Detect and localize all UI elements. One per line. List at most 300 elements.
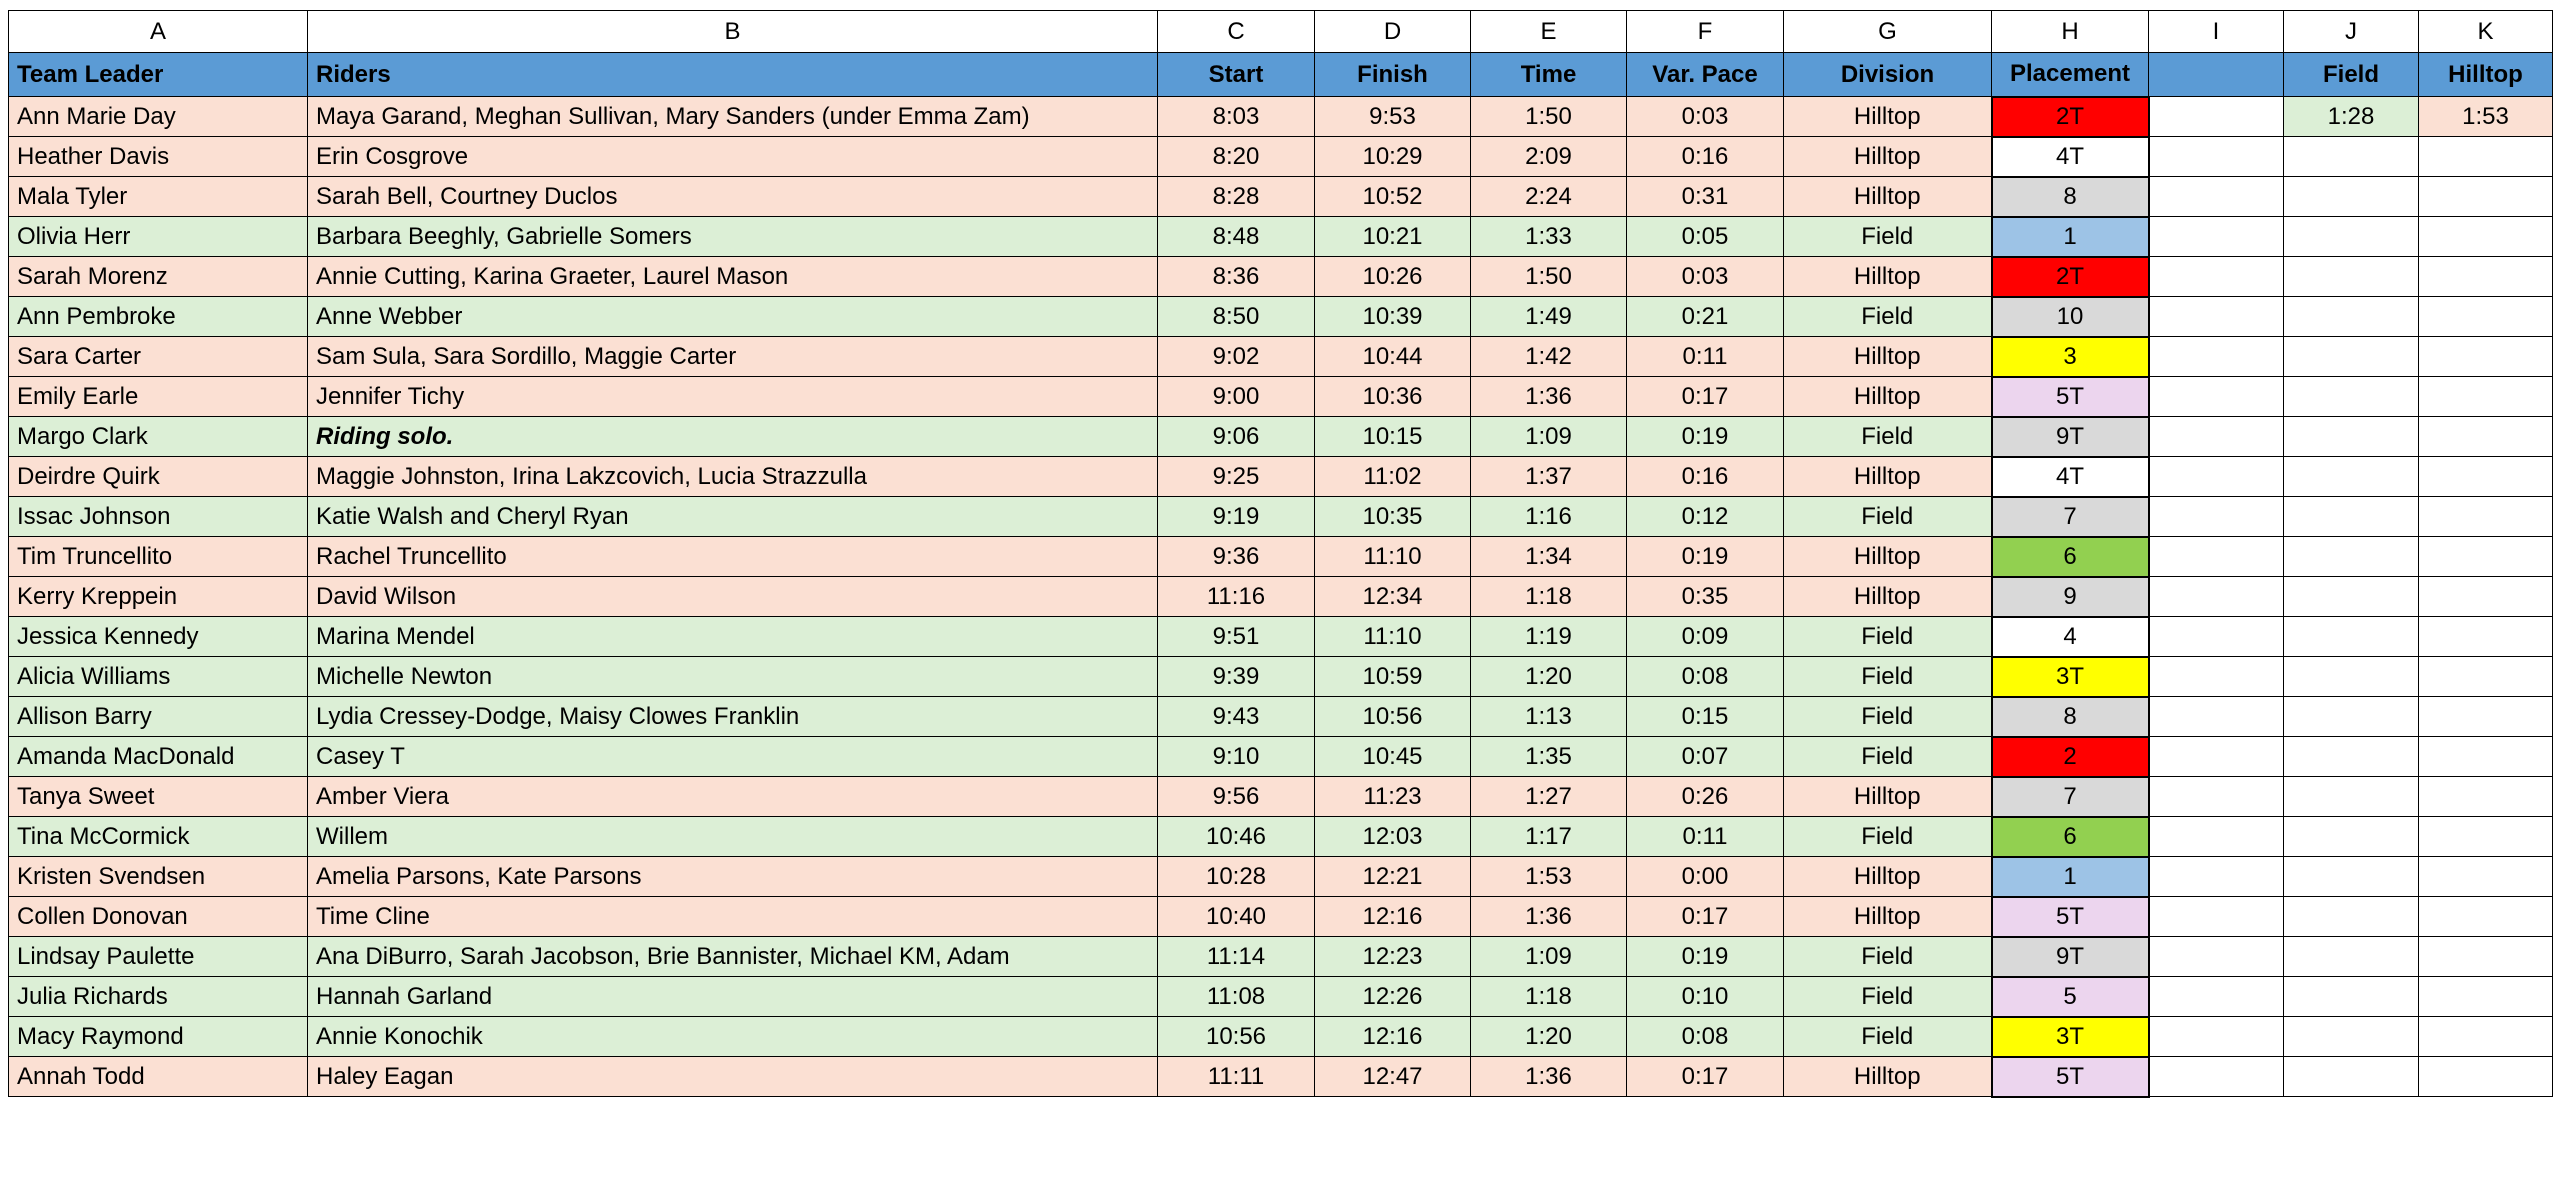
empty-cell[interactable]	[2149, 53, 2284, 97]
empty-cell[interactable]	[2284, 137, 2419, 177]
cell-finish[interactable]: 10:52	[1315, 177, 1471, 217]
cell-placement[interactable]: 2	[1992, 737, 2149, 777]
cell-start[interactable]: 9:06	[1158, 417, 1315, 457]
empty-cell[interactable]	[2284, 217, 2419, 257]
cell-division[interactable]: Field	[1784, 817, 1992, 857]
cell-var-pace[interactable]: 0:17	[1627, 897, 1784, 937]
cell-start[interactable]: 10:56	[1158, 1017, 1315, 1057]
empty-cell[interactable]	[2419, 897, 2553, 937]
empty-cell[interactable]	[2284, 297, 2419, 337]
cell-time[interactable]: 1:16	[1471, 497, 1627, 537]
cell-riders[interactable]: David Wilson	[308, 577, 1158, 617]
cell-placement[interactable]: 2T	[1992, 97, 2149, 137]
empty-cell[interactable]	[2419, 297, 2553, 337]
cell-time[interactable]: 1:49	[1471, 297, 1627, 337]
cell-division[interactable]: Field	[1784, 297, 1992, 337]
cell-start[interactable]: 11:14	[1158, 937, 1315, 977]
cell-team-leader[interactable]: Margo Clark	[9, 417, 308, 457]
cell-riders[interactable]: Haley Eagan	[308, 1057, 1158, 1097]
cell-var-pace[interactable]: 0:11	[1627, 817, 1784, 857]
cell-finish[interactable]: 11:10	[1315, 617, 1471, 657]
cell-division[interactable]: Field	[1784, 977, 1992, 1017]
empty-cell[interactable]	[2419, 257, 2553, 297]
empty-cell[interactable]	[2284, 257, 2419, 297]
cell-team-leader[interactable]: Collen Donovan	[9, 897, 308, 937]
cell-riders[interactable]: Amber Viera	[308, 777, 1158, 817]
empty-cell[interactable]	[2284, 1017, 2419, 1057]
cell-riders[interactable]: Lydia Cressey-Dodge, Maisy Clowes Franklin	[308, 697, 1158, 737]
cell-var-pace[interactable]: 0:21	[1627, 297, 1784, 337]
column-letter[interactable]: C	[1158, 11, 1315, 53]
empty-cell[interactable]	[2149, 217, 2284, 257]
empty-cell[interactable]	[2149, 537, 2284, 577]
header-var-pace[interactable]: Var. Pace	[1627, 53, 1784, 97]
cell-placement[interactable]: 6	[1992, 537, 2149, 577]
cell-placement[interactable]: 4T	[1992, 137, 2149, 177]
column-letter[interactable]: H	[1992, 11, 2149, 53]
cell-time[interactable]: 1:34	[1471, 537, 1627, 577]
empty-cell[interactable]	[2419, 417, 2553, 457]
cell-team-leader[interactable]: Kristen Svendsen	[9, 857, 308, 897]
cell-placement[interactable]: 10	[1992, 297, 2149, 337]
cell-team-leader[interactable]: Sarah Morenz	[9, 257, 308, 297]
cell-time[interactable]: 1:09	[1471, 937, 1627, 977]
cell-division[interactable]: Field	[1784, 417, 1992, 457]
cell-time[interactable]: 1:36	[1471, 897, 1627, 937]
cell-team-leader[interactable]: Ann Marie Day	[9, 97, 308, 137]
cell-riders[interactable]: Willem	[308, 817, 1158, 857]
cell-riders[interactable]: Barbara Beeghly, Gabrielle Somers	[308, 217, 1158, 257]
cell-finish[interactable]: 12:26	[1315, 977, 1471, 1017]
cell-time[interactable]: 1:42	[1471, 337, 1627, 377]
empty-cell[interactable]	[2149, 137, 2284, 177]
empty-cell[interactable]	[2419, 137, 2553, 177]
cell-var-pace[interactable]: 0:11	[1627, 337, 1784, 377]
empty-cell[interactable]	[2149, 737, 2284, 777]
empty-cell[interactable]	[2284, 617, 2419, 657]
column-letter[interactable]: B	[308, 11, 1158, 53]
column-letter[interactable]: A	[9, 11, 308, 53]
empty-cell[interactable]	[2419, 177, 2553, 217]
empty-cell[interactable]	[2284, 777, 2419, 817]
cell-placement[interactable]: 4	[1992, 617, 2149, 657]
cell-team-leader[interactable]: Amanda MacDonald	[9, 737, 308, 777]
empty-cell[interactable]	[2149, 497, 2284, 537]
cell-time[interactable]: 1:53	[1471, 857, 1627, 897]
cell-division[interactable]: Field	[1784, 497, 1992, 537]
cell-division[interactable]: Hilltop	[1784, 1057, 1992, 1097]
cell-division[interactable]: Hilltop	[1784, 97, 1992, 137]
cell-var-pace[interactable]: 0:16	[1627, 137, 1784, 177]
empty-cell[interactable]	[2284, 177, 2419, 217]
cell-riders[interactable]: Hannah Garland	[308, 977, 1158, 1017]
cell-division[interactable]: Hilltop	[1784, 577, 1992, 617]
cell-division[interactable]: Field	[1784, 937, 1992, 977]
cell-team-leader[interactable]: Mala Tyler	[9, 177, 308, 217]
cell-time[interactable]: 1:18	[1471, 577, 1627, 617]
cell-start[interactable]: 11:16	[1158, 577, 1315, 617]
cell-finish[interactable]: 10:44	[1315, 337, 1471, 377]
empty-cell[interactable]	[2419, 497, 2553, 537]
cell-division[interactable]: Hilltop	[1784, 857, 1992, 897]
cell-placement[interactable]: 1	[1992, 857, 2149, 897]
cell-start[interactable]: 9:56	[1158, 777, 1315, 817]
cell-riders[interactable]: Annie Cutting, Karina Graeter, Laurel Mason	[308, 257, 1158, 297]
cell-var-pace[interactable]: 0:08	[1627, 657, 1784, 697]
cell-var-pace[interactable]: 0:17	[1627, 377, 1784, 417]
cell-finish[interactable]: 12:34	[1315, 577, 1471, 617]
empty-cell[interactable]	[2419, 377, 2553, 417]
cell-var-pace[interactable]: 0:12	[1627, 497, 1784, 537]
cell-placement[interactable]: 5T	[1992, 1057, 2149, 1097]
field-average-value[interactable]: 1:28	[2284, 97, 2419, 137]
table-row	[9, 417, 2553, 457]
empty-cell[interactable]	[2284, 337, 2419, 377]
cell-time[interactable]: 1:20	[1471, 1017, 1627, 1057]
cell-time[interactable]: 1:36	[1471, 377, 1627, 417]
empty-cell[interactable]	[2149, 617, 2284, 657]
cell-team-leader[interactable]: Tanya Sweet	[9, 777, 308, 817]
cell-var-pace[interactable]: 0:31	[1627, 177, 1784, 217]
empty-cell[interactable]	[2149, 977, 2284, 1017]
cell-time[interactable]: 1:19	[1471, 617, 1627, 657]
cell-time[interactable]: 1:50	[1471, 97, 1627, 137]
cell-placement[interactable]: 9	[1992, 577, 2149, 617]
empty-cell[interactable]	[2284, 817, 2419, 857]
empty-cell[interactable]	[2419, 977, 2553, 1017]
cell-var-pace[interactable]: 0:08	[1627, 1017, 1784, 1057]
cell-start[interactable]: 9:39	[1158, 657, 1315, 697]
cell-finish[interactable]: 10:15	[1315, 417, 1471, 457]
empty-cell[interactable]	[2284, 537, 2419, 577]
cell-team-leader[interactable]: Emily Earle	[9, 377, 308, 417]
cell-riders[interactable]: Sarah Bell, Courtney Duclos	[308, 177, 1158, 217]
cell-riders[interactable]: Amelia Parsons, Kate Parsons	[308, 857, 1158, 897]
cell-riders[interactable]: Ana DiBurro, Sarah Jacobson, Brie Bannister, Michael KM, Adam	[308, 937, 1158, 977]
empty-cell[interactable]	[2149, 657, 2284, 697]
empty-cell[interactable]	[2149, 297, 2284, 337]
header-division[interactable]: Division	[1784, 53, 1992, 97]
cell-finish[interactable]: 9:53	[1315, 97, 1471, 137]
cell-time[interactable]: 1:37	[1471, 457, 1627, 497]
cell-riders[interactable]: Maggie Johnston, Irina Lakzcovich, Lucia Strazzulla	[308, 457, 1158, 497]
cell-riders[interactable]: Time Cline	[308, 897, 1158, 937]
empty-cell[interactable]	[2419, 777, 2553, 817]
cell-division[interactable]: Field	[1784, 657, 1992, 697]
cell-team-leader[interactable]: Annah Todd	[9, 1057, 308, 1097]
cell-var-pace[interactable]: 0:10	[1627, 977, 1784, 1017]
cell-riders[interactable]: Michelle Newton	[308, 657, 1158, 697]
cell-placement[interactable]: 1	[1992, 217, 2149, 257]
empty-cell[interactable]	[2284, 737, 2419, 777]
cell-var-pace[interactable]: 0:03	[1627, 257, 1784, 297]
cell-team-leader[interactable]: Ann Pembroke	[9, 297, 308, 337]
cell-team-leader[interactable]: Lindsay Paulette	[9, 937, 308, 977]
cell-placement[interactable]: 7	[1992, 777, 2149, 817]
cell-division[interactable]: Hilltop	[1784, 177, 1992, 217]
cell-start[interactable]: 9:10	[1158, 737, 1315, 777]
cell-placement[interactable]: 8	[1992, 697, 2149, 737]
cell-var-pace[interactable]: 0:16	[1627, 457, 1784, 497]
cell-finish[interactable]: 10:59	[1315, 657, 1471, 697]
cell-finish[interactable]: 10:36	[1315, 377, 1471, 417]
cell-finish[interactable]: 11:02	[1315, 457, 1471, 497]
cell-riders[interactable]: Jennifer Tichy	[308, 377, 1158, 417]
header-field[interactable]: Field	[2284, 53, 2419, 97]
cell-placement[interactable]: 2T	[1992, 257, 2149, 297]
cell-division[interactable]: Hilltop	[1784, 377, 1992, 417]
cell-team-leader[interactable]: Macy Raymond	[9, 1017, 308, 1057]
empty-cell[interactable]	[2149, 777, 2284, 817]
cell-riders[interactable]: Annie Konochik	[308, 1017, 1158, 1057]
cell-time[interactable]: 1:18	[1471, 977, 1627, 1017]
empty-cell[interactable]	[2419, 537, 2553, 577]
empty-cell[interactable]	[2149, 697, 2284, 737]
empty-cell[interactable]	[2284, 937, 2419, 977]
column-letter[interactable]: D	[1315, 11, 1471, 53]
cell-division[interactable]: Field	[1784, 737, 1992, 777]
table-row	[9, 457, 2553, 497]
cell-riders[interactable]	[308, 417, 1158, 457]
cell-division[interactable]: Field	[1784, 1017, 1992, 1057]
empty-cell[interactable]	[2284, 977, 2419, 1017]
cell-start[interactable]: 9:43	[1158, 697, 1315, 737]
empty-cell[interactable]	[2149, 97, 2284, 137]
cell-var-pace[interactable]: 0:15	[1627, 697, 1784, 737]
cell-finish[interactable]: 11:23	[1315, 777, 1471, 817]
header-hilltop[interactable]: Hilltop	[2419, 53, 2553, 97]
header-start[interactable]: Start	[1158, 53, 1315, 97]
cell-time[interactable]: 1:13	[1471, 697, 1627, 737]
cell-division[interactable]: Hilltop	[1784, 537, 1992, 577]
empty-cell[interactable]	[2419, 457, 2553, 497]
cell-var-pace[interactable]: 0:17	[1627, 1057, 1784, 1097]
cell-finish[interactable]: 10:29	[1315, 137, 1471, 177]
cell-finish[interactable]: 10:56	[1315, 697, 1471, 737]
cell-placement[interactable]: 5	[1992, 977, 2149, 1017]
cell-placement[interactable]: 4T	[1992, 457, 2149, 497]
cell-placement[interactable]: 8	[1992, 177, 2149, 217]
empty-cell[interactable]	[2419, 577, 2553, 617]
cell-division[interactable]: Field	[1784, 617, 1992, 657]
cell-division[interactable]: Hilltop	[1784, 337, 1992, 377]
cell-riders[interactable]: Maya Garand, Meghan Sullivan, Mary Sanders (under Emma Zam)	[308, 97, 1158, 137]
cell-team-leader[interactable]: Jessica Kennedy	[9, 617, 308, 657]
empty-cell[interactable]	[2419, 617, 2553, 657]
cell-var-pace[interactable]: 0:19	[1627, 937, 1784, 977]
cell-start[interactable]: 11:11	[1158, 1057, 1315, 1097]
cell-division[interactable]: Field	[1784, 217, 1992, 257]
column-letter[interactable]: F	[1627, 11, 1784, 53]
empty-cell[interactable]	[2284, 577, 2419, 617]
cell-placement[interactable]: 7	[1992, 497, 2149, 537]
cell-finish[interactable]: 12:47	[1315, 1057, 1471, 1097]
cell-time[interactable]: 1:33	[1471, 217, 1627, 257]
empty-cell[interactable]	[2284, 377, 2419, 417]
cell-placement[interactable]: 3	[1992, 337, 2149, 377]
cell-division[interactable]: Hilltop	[1784, 897, 1992, 937]
cell-riders[interactable]: Casey T	[308, 737, 1158, 777]
cell-division[interactable]: Field	[1784, 697, 1992, 737]
cell-team-leader[interactable]: Sara Carter	[9, 337, 308, 377]
cell-time[interactable]: 1:36	[1471, 1057, 1627, 1097]
empty-cell[interactable]	[2419, 1017, 2553, 1057]
empty-cell[interactable]	[2149, 377, 2284, 417]
cell-finish[interactable]: 10:39	[1315, 297, 1471, 337]
cell-riders[interactable]: Katie Walsh and Cheryl Ryan	[308, 497, 1158, 537]
cell-placement[interactable]: 5T	[1992, 377, 2149, 417]
cell-finish[interactable]: 11:10	[1315, 537, 1471, 577]
cell-division[interactable]: Hilltop	[1784, 137, 1992, 177]
empty-cell[interactable]	[2419, 697, 2553, 737]
cell-start[interactable]: 8:28	[1158, 177, 1315, 217]
column-letter[interactable]: I	[2149, 11, 2284, 53]
cell-team-leader[interactable]: Julia Richards	[9, 977, 308, 1017]
cell-start[interactable]: 9:19	[1158, 497, 1315, 537]
cell-time[interactable]: 1:35	[1471, 737, 1627, 777]
cell-team-leader[interactable]: Deirdre Quirk	[9, 457, 308, 497]
cell-var-pace[interactable]: 0:05	[1627, 217, 1784, 257]
cell-start[interactable]: 9:00	[1158, 377, 1315, 417]
cell-start[interactable]: 10:28	[1158, 857, 1315, 897]
cell-start[interactable]: 9:25	[1158, 457, 1315, 497]
cell-time[interactable]: 1:50	[1471, 257, 1627, 297]
cell-var-pace[interactable]: 0:00	[1627, 857, 1784, 897]
empty-cell[interactable]	[2284, 657, 2419, 697]
empty-cell[interactable]	[2149, 417, 2284, 457]
cell-time[interactable]: 2:24	[1471, 177, 1627, 217]
cell-time[interactable]: 1:20	[1471, 657, 1627, 697]
empty-cell[interactable]	[2284, 417, 2419, 457]
empty-cell[interactable]	[2419, 817, 2553, 857]
cell-finish[interactable]: 12:23	[1315, 937, 1471, 977]
column-letter[interactable]: E	[1471, 11, 1627, 53]
cell-team-leader[interactable]: Olivia Herr	[9, 217, 308, 257]
empty-cell[interactable]	[2419, 657, 2553, 697]
header-time[interactable]: Time	[1471, 53, 1627, 97]
cell-start[interactable]: 9:51	[1158, 617, 1315, 657]
cell-team-leader[interactable]: Allison Barry	[9, 697, 308, 737]
cell-riders[interactable]: Marina Mendel	[308, 617, 1158, 657]
cell-placement[interactable]: 6	[1992, 817, 2149, 857]
cell-start[interactable]: 11:08	[1158, 977, 1315, 1017]
cell-start[interactable]: 8:03	[1158, 97, 1315, 137]
cell-var-pace[interactable]: 0:19	[1627, 417, 1784, 457]
cell-placement[interactable]: 9T	[1992, 417, 2149, 457]
column-letter[interactable]: J	[2284, 11, 2419, 53]
header-placement[interactable]: Placement	[1992, 53, 2149, 97]
cell-finish[interactable]: 12:16	[1315, 897, 1471, 937]
cell-placement[interactable]: 3T	[1992, 1017, 2149, 1057]
empty-cell[interactable]	[2419, 217, 2553, 257]
cell-start[interactable]: 9:02	[1158, 337, 1315, 377]
riders-solo-text: Riding solo.	[316, 422, 454, 450]
cell-time[interactable]: 1:17	[1471, 817, 1627, 857]
cell-team-leader[interactable]: Alicia Williams	[9, 657, 308, 697]
cell-start[interactable]: 10:40	[1158, 897, 1315, 937]
cell-start[interactable]: 9:36	[1158, 537, 1315, 577]
empty-cell[interactable]	[2284, 897, 2419, 937]
cell-riders[interactable]: Rachel Truncellito	[308, 537, 1158, 577]
cell-start[interactable]: 8:36	[1158, 257, 1315, 297]
empty-cell[interactable]	[2149, 857, 2284, 897]
empty-cell[interactable]	[2284, 1057, 2419, 1097]
cell-var-pace[interactable]: 0:07	[1627, 737, 1784, 777]
empty-cell[interactable]	[2149, 577, 2284, 617]
header-riders[interactable]: Riders	[308, 53, 1158, 97]
empty-cell[interactable]	[2284, 457, 2419, 497]
cell-placement[interactable]: 5T	[1992, 897, 2149, 937]
cell-team-leader[interactable]: Tim Truncellito	[9, 537, 308, 577]
empty-cell[interactable]	[2419, 337, 2553, 377]
empty-cell[interactable]	[2419, 737, 2553, 777]
empty-cell[interactable]	[2149, 937, 2284, 977]
cell-placement[interactable]: 3T	[1992, 657, 2149, 697]
hilltop-average-value[interactable]: 1:53	[2419, 97, 2553, 137]
cell-finish[interactable]: 10:21	[1315, 217, 1471, 257]
cell-time[interactable]: 1:09	[1471, 417, 1627, 457]
header-team-leader[interactable]: Team Leader	[9, 53, 308, 97]
cell-finish[interactable]: 10:45	[1315, 737, 1471, 777]
cell-finish[interactable]: 12:21	[1315, 857, 1471, 897]
cell-time[interactable]: 2:09	[1471, 137, 1627, 177]
cell-team-leader[interactable]: Heather Davis	[9, 137, 308, 177]
cell-finish[interactable]: 10:35	[1315, 497, 1471, 537]
empty-cell[interactable]	[2149, 177, 2284, 217]
empty-cell[interactable]	[2149, 1017, 2284, 1057]
cell-division[interactable]: Hilltop	[1784, 457, 1992, 497]
cell-start[interactable]: 8:50	[1158, 297, 1315, 337]
cell-finish[interactable]: 12:03	[1315, 817, 1471, 857]
cell-team-leader[interactable]: Issac Johnson	[9, 497, 308, 537]
cell-var-pace[interactable]: 0:35	[1627, 577, 1784, 617]
cell-var-pace[interactable]: 0:19	[1627, 537, 1784, 577]
empty-cell[interactable]	[2149, 257, 2284, 297]
cell-team-leader[interactable]: Tina McCormick	[9, 817, 308, 857]
cell-var-pace[interactable]: 0:26	[1627, 777, 1784, 817]
cell-var-pace[interactable]: 0:03	[1627, 97, 1784, 137]
empty-cell[interactable]	[2149, 1057, 2284, 1097]
empty-cell[interactable]	[2284, 857, 2419, 897]
empty-cell[interactable]	[2284, 497, 2419, 537]
cell-division[interactable]: Hilltop	[1784, 777, 1992, 817]
cell-division[interactable]: Hilltop	[1784, 257, 1992, 297]
column-letter[interactable]: K	[2419, 11, 2553, 53]
cell-var-pace[interactable]: 0:09	[1627, 617, 1784, 657]
empty-cell[interactable]	[2149, 337, 2284, 377]
cell-placement[interactable]: 9T	[1992, 937, 2149, 977]
cell-start[interactable]: 8:20	[1158, 137, 1315, 177]
empty-cell[interactable]	[2419, 1057, 2553, 1097]
cell-start[interactable]: 10:46	[1158, 817, 1315, 857]
cell-riders[interactable]: Sam Sula, Sara Sordillo, Maggie Carter	[308, 337, 1158, 377]
empty-cell[interactable]	[2149, 897, 2284, 937]
empty-cell[interactable]	[2419, 857, 2553, 897]
cell-riders[interactable]: Anne Webber	[308, 297, 1158, 337]
empty-cell[interactable]	[2149, 457, 2284, 497]
column-letter[interactable]: G	[1784, 11, 1992, 53]
empty-cell[interactable]	[2419, 937, 2553, 977]
cell-time[interactable]: 1:27	[1471, 777, 1627, 817]
cell-riders[interactable]: Erin Cosgrove	[308, 137, 1158, 177]
header-finish[interactable]: Finish	[1315, 53, 1471, 97]
empty-cell[interactable]	[2284, 697, 2419, 737]
cell-finish[interactable]: 12:16	[1315, 1017, 1471, 1057]
cell-finish[interactable]: 10:26	[1315, 257, 1471, 297]
cell-team-leader[interactable]: Kerry Kreppein	[9, 577, 308, 617]
empty-cell[interactable]	[2149, 817, 2284, 857]
cell-start[interactable]: 8:48	[1158, 217, 1315, 257]
